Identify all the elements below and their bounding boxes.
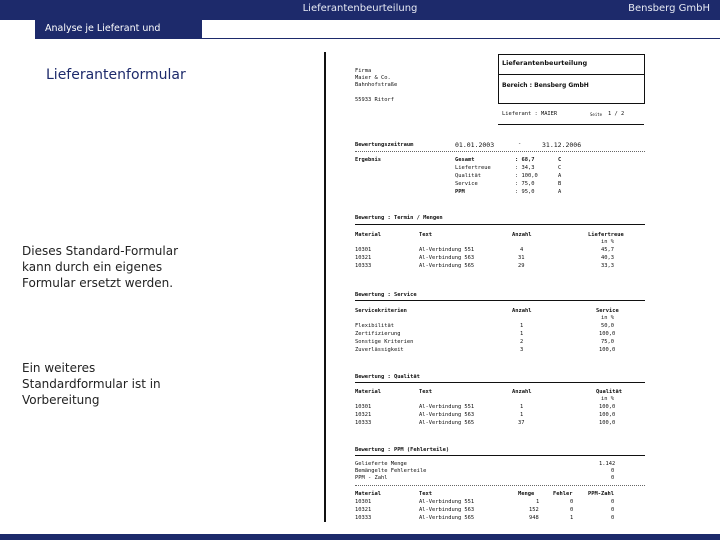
tab-analysis[interactable]: Analyse je Lieferant und Material <box>35 20 202 38</box>
result-value: : 34,3 <box>515 165 535 171</box>
section-rule <box>355 224 645 225</box>
result-value: : 75,0 <box>515 181 535 187</box>
company-name: Bensberg GmbH <box>628 3 710 14</box>
table-cell: Al-Verbindung 565 <box>419 263 475 269</box>
section-title: Bewertung : Termin / Mengen <box>355 215 443 221</box>
summary-label: Gelieferte Menge <box>355 461 407 467</box>
page-label: Seite <box>590 112 603 117</box>
column-header: Text <box>419 389 432 395</box>
table-cell: 100,0 <box>599 347 616 353</box>
table-cell: 75,0 <box>601 339 614 345</box>
table-cell: 40,3 <box>601 255 614 261</box>
period-dash: - <box>518 141 522 147</box>
table-cell: Al-Verbindung 551 <box>419 404 475 410</box>
table-cell: 10301 <box>355 404 372 410</box>
table-cell: 29 <box>518 263 525 269</box>
column-header: Liefertreue <box>588 232 624 238</box>
column-header: Text <box>419 491 432 497</box>
result-name: Gesamt <box>455 157 475 163</box>
table-cell: 1 <box>570 515 574 521</box>
column-header: Servicekriterien <box>355 308 407 314</box>
table-cell: 1 <box>520 412 524 418</box>
table-cell: 50,0 <box>601 323 614 329</box>
table-cell: Flexibilität <box>355 323 394 329</box>
period-label: Bewertungszeitraum <box>355 142 414 148</box>
table-cell: 1 <box>536 499 540 505</box>
table-cell: 100,0 <box>599 412 616 418</box>
table-cell: 0 <box>611 515 615 521</box>
column-header: Text <box>419 232 432 238</box>
section-rule <box>355 300 645 301</box>
column-header: Material <box>355 232 381 238</box>
table-cell: 31 <box>518 255 525 261</box>
column-header: Menge <box>518 491 535 497</box>
header-box-rule <box>498 74 644 75</box>
column-header: Service <box>596 308 619 314</box>
summary-value: 0 <box>611 468 615 474</box>
table-cell: Al-Verbindung 563 <box>419 255 475 261</box>
note-first: Dieses Standard-Formular kann durch ein eigenes Formular ersetzt werden. <box>22 244 179 290</box>
result-value: : 95,0 <box>515 189 535 195</box>
result-name: Qualität <box>455 173 481 179</box>
table-cell: 10321 <box>355 255 372 261</box>
period-from: 01.01.2003 <box>455 141 495 149</box>
table-cell: 45,7 <box>601 247 614 253</box>
result-grade: A <box>558 189 562 195</box>
supplier-form-document <box>322 52 645 522</box>
column-header: Qualität <box>596 389 622 395</box>
header-bar <box>0 0 720 20</box>
table-cell: 0 <box>570 507 574 513</box>
table-cell: 948 <box>529 515 539 521</box>
header-rule <box>35 38 720 39</box>
table-cell: 10321 <box>355 412 372 418</box>
table-cell: Zertifizierung <box>355 331 401 337</box>
table-cell: 100,0 <box>599 420 616 426</box>
section-title: Bewertung : Service <box>355 292 417 298</box>
table-cell: 1 <box>520 323 524 329</box>
address-line: 55933 Ritorf <box>355 97 394 103</box>
column-header: Fehler <box>553 491 573 497</box>
result-grade: B <box>558 181 562 187</box>
section-title: Bewertung : Qualität <box>355 374 420 380</box>
section-rule <box>355 382 645 383</box>
form-area: Bereich : Bensberg GmbH <box>502 82 589 89</box>
section-rule <box>355 455 645 456</box>
column-header: Anzahl <box>512 232 532 238</box>
result-value: : 100,0 <box>515 173 538 179</box>
result-grade: A <box>558 173 562 179</box>
table-cell: 0 <box>570 499 574 505</box>
address-line: Firma <box>355 68 372 74</box>
table-cell: 3 <box>520 347 524 353</box>
summary-label: PPM - Zahl <box>355 475 388 481</box>
supplier-rule <box>498 124 644 125</box>
table-cell: 10333 <box>355 263 372 269</box>
table-cell: 2 <box>520 339 524 345</box>
unit-label: in % <box>601 315 614 321</box>
column-header: Anzahl <box>512 389 532 395</box>
table-cell: Al-Verbindung 565 <box>419 515 475 521</box>
document-edge <box>324 52 326 522</box>
footer-bar <box>0 534 720 540</box>
form-supplier: Lieferant : MAIER <box>502 111 558 117</box>
section-title: Bewertung : PPM (Fehlerteile) <box>355 447 450 453</box>
table-cell: 100,0 <box>599 331 616 337</box>
summary-value: 0 <box>611 475 615 481</box>
table-cell: 1 <box>520 404 524 410</box>
header-title: Lieferantenbeurteilung <box>302 3 418 14</box>
result-name: Liefertreue <box>455 165 491 171</box>
unit-label: in % <box>601 396 614 402</box>
table-cell: 10321 <box>355 507 372 513</box>
table-cell: 10301 <box>355 499 372 505</box>
result-grade: C <box>558 165 562 171</box>
table-cell: 10333 <box>355 420 372 426</box>
table-cell: 33,3 <box>601 263 614 269</box>
page-value: 1 / 2 <box>608 111 625 117</box>
period-rule <box>355 151 645 152</box>
table-cell: 4 <box>520 247 524 253</box>
column-header: Material <box>355 491 381 497</box>
table-cell: 152 <box>529 507 539 513</box>
table-cell: 100,0 <box>599 404 616 410</box>
table-cell: 0 <box>611 507 615 513</box>
column-header: PPM-Zahl <box>588 491 614 497</box>
table-cell: Al-Verbindung 563 <box>419 412 475 418</box>
table-cell: Al-Verbindung 551 <box>419 247 475 253</box>
period-to: 31.12.2006 <box>542 141 582 149</box>
page-title: Lieferantenformular <box>46 67 186 83</box>
address-line: Maier & Co. <box>355 75 391 81</box>
table-cell: Al-Verbindung 551 <box>419 499 475 505</box>
table-cell: Sonstige Kriterien <box>355 339 414 345</box>
note-second: Ein weiteres Standardformular ist in Vorbereitung <box>22 361 161 407</box>
table-cell: 37 <box>518 420 525 426</box>
table-cell: Zuverlässigkeit <box>355 347 404 353</box>
column-header: Material <box>355 389 381 395</box>
table-cell: Al-Verbindung 563 <box>419 507 475 513</box>
unit-label: in % <box>601 239 614 245</box>
result-name: Service <box>455 181 478 187</box>
table-cell: 10333 <box>355 515 372 521</box>
table-cell: 0 <box>611 499 615 505</box>
summary-rule <box>355 485 645 486</box>
result-value: : 68,7 <box>515 157 535 163</box>
result-grade: C <box>558 157 562 163</box>
result-label: Ergebnis <box>355 157 381 163</box>
summary-value: 1.142 <box>599 461 616 467</box>
form-title: Lieferantenbeurteilung <box>502 59 588 67</box>
table-cell: 10301 <box>355 247 372 253</box>
table-cell: Al-Verbindung 565 <box>419 420 475 426</box>
summary-label: Bemängelte Fehlerteile <box>355 468 427 474</box>
column-header: Anzahl <box>512 308 532 314</box>
table-cell: 1 <box>520 331 524 337</box>
result-name: PPM <box>455 189 465 195</box>
address-line: Bahnhofstraße <box>355 82 398 88</box>
